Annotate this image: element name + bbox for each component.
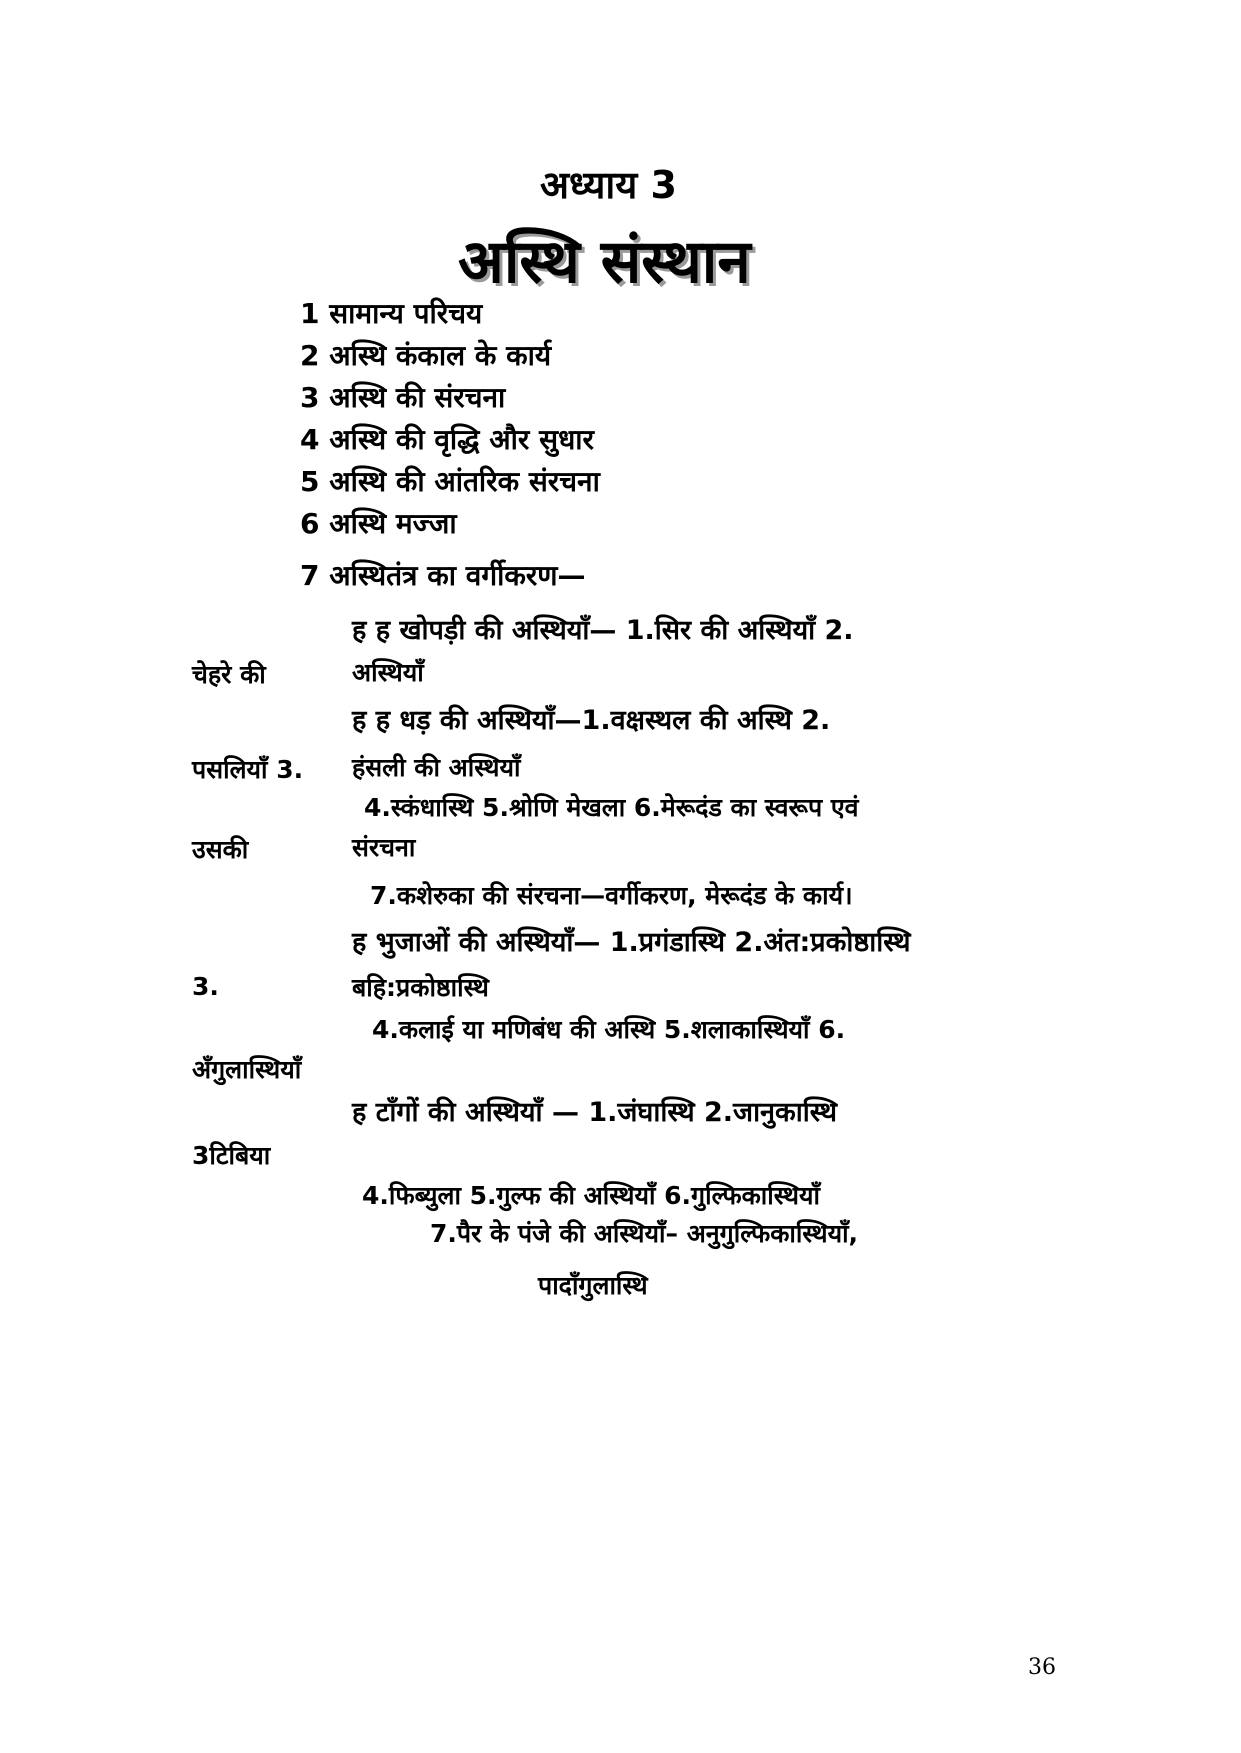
trunk-line-2: 4.स्कंधास्थि 5.श्रोणि मेखला 6.मेरूदंड का स्वरूप एवं <box>364 793 859 822</box>
skull-line: ह ह खोपड़ी की अस्थियाँ— 1.सिर की अस्थियाँ 2. <box>352 615 854 646</box>
toc-item: 7 अस्थितंत्र का वर्गीकरण— <box>300 559 586 592</box>
page-number: 36 <box>1028 1655 1056 1680</box>
arms-label: 3. <box>192 972 219 1001</box>
arms-label-2: अँगुलास्थियाँ <box>192 1055 302 1084</box>
legs-label: 3टिबिया <box>192 1141 271 1170</box>
trunk-continuation-2: संरचना <box>352 833 416 862</box>
legs-line-2: 4.फिब्युला 5.गुल्फ की अस्थियाँ 6.गुल्फिकास्थियाँ <box>362 1181 820 1210</box>
legs-line: ह टाँगों की अस्थियाँ — 1.जंघास्थि 2.जानुकास्थि <box>352 1097 837 1128</box>
trunk-line-3: 7.कशेरुका की संरचना—वर्गीकरण, मेरूदंड के कार्य। <box>370 881 853 910</box>
toc-item: 4 अस्थि की वृद्धि और सुधार <box>300 423 594 456</box>
toc-item: 6 अस्थि मज्जा <box>300 507 457 540</box>
trunk-line: ह ह धड़ की अस्थियाँ—1.वक्षस्थल की अस्थि 2. <box>352 705 831 736</box>
legs-line-3: 7.पैर के पंजे की अस्थियाँ– अनुगुल्फिकास्थियाँ, <box>430 1219 859 1248</box>
skull-continuation: अस्थियाँ <box>352 658 424 687</box>
arms-continuation: बहि:प्रकोष्ठास्थि <box>352 973 489 1002</box>
legs-line-4: पादाँगुलास्थि <box>538 1271 648 1300</box>
chapter-heading: अध्याय 3 <box>540 163 677 207</box>
toc-item: 5 अस्थि की आंतरिक संरचना <box>300 465 600 498</box>
trunk-label: पसलियाँ 3. <box>192 755 304 784</box>
toc-item: 2 अस्थि कंकाल के कार्य <box>300 339 552 372</box>
skull-label: चेहरे की <box>192 660 266 689</box>
page-title: अस्थि संस्थान <box>458 227 751 297</box>
trunk-continuation: हंसली की अस्थियाँ <box>352 753 521 782</box>
arms-line: ह भुजाओं की अस्थियाँ— 1.प्रगंडास्थि 2.अंत:प्रकोष्ठास्थि <box>352 927 911 958</box>
toc-item: 1 सामान्य परिचय <box>300 297 483 330</box>
trunk-label-2: उसकी <box>192 835 249 864</box>
arms-line-2: 4.कलाई या मणिबंध की अस्थि 5.शलाकास्थियाँ 6. <box>372 1015 846 1044</box>
toc-item: 3 अस्थि की संरचना <box>300 381 506 414</box>
